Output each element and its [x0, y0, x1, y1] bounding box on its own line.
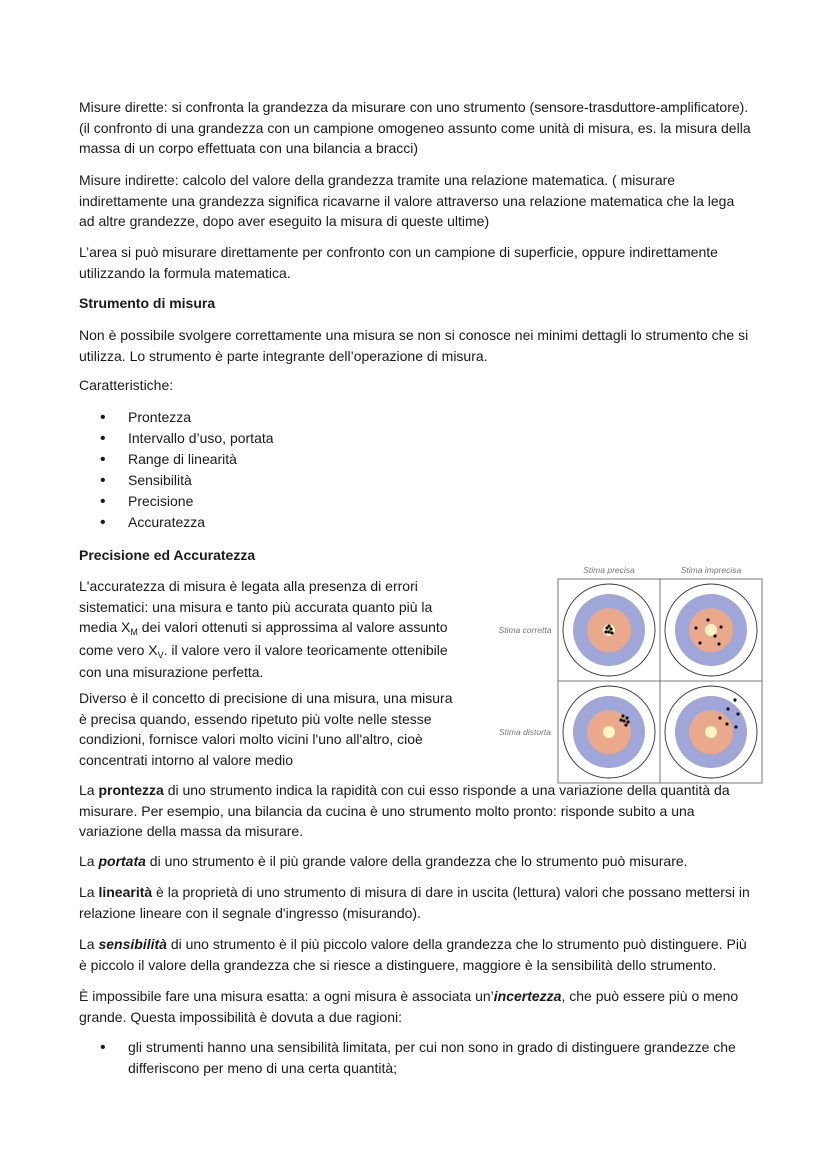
- paragraph-strumento: Non è possibile svolgere correttamente una misura se non si conosce nei minimi dettagli lo strumento che si utilizza. Lo strumento è parte integrante dell’operazione di misura.: [79, 327, 749, 364]
- portata-pre: La: [79, 853, 99, 869]
- linearita-pre: La: [79, 884, 99, 900]
- precision-accuracy-figure: [490, 562, 768, 786]
- paragraph-incertezza: [79, 986, 751, 1027]
- accuratezza-text-2: dei valori ottenuti si approssima al valore assunto come vero X: [79, 619, 448, 658]
- term-prontezza: prontezza: [98, 782, 164, 798]
- paragraph-misure-dirette: Misure dirette: si confronta la grandezza da misurare con uno strumento (sensore-trasduttore-amplificatore). (il confronto di una grandezza con un campione omogeneo assunto come unità di misura, es. la misura della massa di un corpo effettuata con una bilancia a bracci): [79, 99, 751, 156]
- paragraph-portata: [79, 851, 751, 872]
- list-item: • gli strumenti hanno una sensibilità limitata, per cui non sono in grado di distinguere grandezze che differiscono per meno di una certa quantità;: [100, 1037, 751, 1079]
- list-item: • Precisione: [100, 491, 274, 512]
- col-label-imprecisa: Stima imprecisa: [680, 565, 742, 575]
- target-precise-biased: [563, 686, 655, 778]
- heading-precisione-accuratezza: Precisione ed Accuratezza: [79, 547, 256, 563]
- incertezza-pre: È impossibile fare una misura esatta: a ogni misura è associata un’: [79, 988, 494, 1004]
- incertezza-post: , che può essere più o meno grande. Questa impossibilità è dovuta a due ragioni:: [79, 988, 739, 1025]
- list-item: • Sensibilità: [100, 470, 274, 491]
- target-imprecise-biased: [665, 686, 757, 778]
- term-incertezza: incertezza: [493, 988, 562, 1004]
- term-linearita: linearità: [98, 884, 153, 900]
- target-imprecise-correct: [665, 584, 757, 676]
- paragraph-linearita: [79, 882, 751, 923]
- term-portata: portata: [98, 853, 146, 869]
- list-item: • Intervallo d’uso, portata: [100, 428, 274, 449]
- term-sensibilita: sensibilità: [98, 936, 167, 952]
- row-label-corretta: Stima corretta: [498, 625, 552, 635]
- prontezza-post: di uno strumento indica la rapidità con cui esso risponde a una variazione della quantità da misurare. Per esempio, una bilancia da cucina è uno strumento molto pronto: risponde subito a una variazione della massa da misurare.: [79, 782, 730, 839]
- subscript-v: V: [157, 649, 164, 660]
- heading-strumento: Strumento di misura: [79, 295, 216, 311]
- paragraph-precisione: Diverso è il concetto di precisione di una misura, una misura è precisa quando, essendo ripetuto più volte nelle stesse condizioni, fornisce valori molto vicini l'uno all'altro, cioè concentrati intorno al valore medio: [79, 690, 453, 768]
- list-item: • Prontezza: [100, 407, 274, 428]
- accuratezza-text-1: L'accuratezza di misura è legata alla presenza di errori sistematici: una misura e tanto più accurata quanto più la media X: [79, 578, 433, 635]
- paragraph-prontezza: [79, 780, 751, 842]
- paragraph-accuratezza: [79, 576, 464, 683]
- caratteristiche-list: [100, 407, 274, 533]
- paragraph-caratteristiche: Caratteristiche:: [79, 377, 174, 393]
- portata-post: di uno strumento è il più grande valore della grandezza che lo strumento può misurare.: [145, 853, 688, 869]
- subscript-m: M: [130, 627, 138, 637]
- accuratezza-text-3: . il valore vero il valore teoricamente ottenibile con una misurazione perfetta.: [79, 641, 448, 680]
- col-label-precisa: Stima precisa: [583, 565, 635, 575]
- target-precise-correct: [563, 584, 655, 676]
- row-label-distorta: Stima distorta: [499, 727, 551, 737]
- list-item: • Accuratezza: [100, 512, 274, 533]
- sensibilita-pre: La: [79, 936, 99, 952]
- prontezza-pre: La: [79, 782, 99, 798]
- linearita-post: è la proprietà di uno strumento di misura di dare in uscita (lettura) valori che possano mettersi in relazione lineare con il segnale d'ingresso (misurando).: [79, 884, 750, 921]
- sensibilita-post: di uno strumento è il più piccolo valore della grandezza che lo strumento può distinguere. Più è piccolo il valore della grandezza che si riesce a distinguere, maggiore è la sensibilità dello strumento.: [79, 936, 747, 973]
- list-item: • Range di linearità: [100, 449, 274, 470]
- paragraph-sensibilita: [79, 934, 751, 975]
- paragraph-area: L’area si può misurare direttamente per confronto con un campione di superficie, oppure indirettamente utilizzando la formula matematica.: [79, 244, 718, 281]
- ragioni-list: [100, 1037, 751, 1079]
- paragraph-misure-indirette: Misure indirette: calcolo del valore della grandezza tramite una relazione matematica. ( misurare indirettamente una grandezza significa ricavarne il valore attraverso una relazione matematica che la lega ad altre grandezze, dopo aver eseguito la misura di queste ultime): [79, 172, 735, 229]
